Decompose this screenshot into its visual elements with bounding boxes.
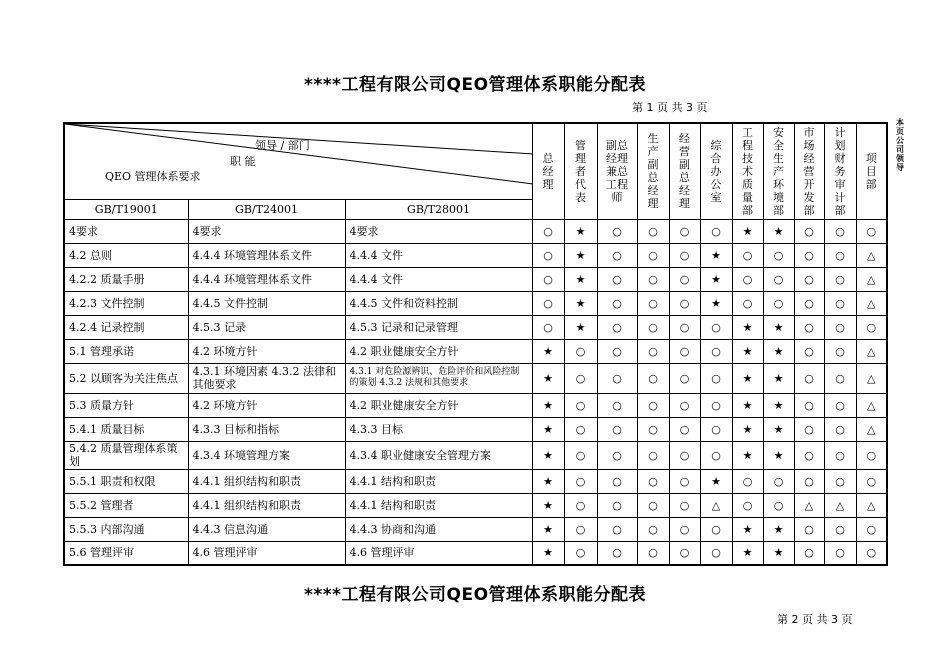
table-row xyxy=(64,243,887,267)
std-gb28001: GB/T28001 xyxy=(345,199,532,219)
table-row xyxy=(64,441,887,469)
page-title-2: ****工程有限公司QEO管理体系职能分配表 xyxy=(303,585,647,605)
responsibility-mark: ○ xyxy=(824,315,856,339)
responsibility-mark: ★ xyxy=(763,339,794,363)
responsibility-mark: ○ xyxy=(824,291,856,315)
responsibility-mark: ○ xyxy=(669,243,700,267)
table-row xyxy=(64,219,887,243)
responsibility-mark: ○ xyxy=(824,541,856,565)
responsibility-mark: ○ xyxy=(824,441,856,469)
page-number-2: 第 2 页 共 3 页 xyxy=(777,613,853,626)
responsibility-mark: ★ xyxy=(700,469,732,493)
responsibility-mark: ★ xyxy=(763,417,794,441)
responsibility-mark: ★ xyxy=(763,517,794,541)
responsibility-mark: ★ xyxy=(532,517,564,541)
responsibility-mark: ★ xyxy=(763,393,794,417)
responsibility-mark: ○ xyxy=(669,493,700,517)
responsibility-mark: ★ xyxy=(532,493,564,517)
responsibility-mark: ○ xyxy=(637,315,669,339)
clause-c2: 4.4.3 信息沟通 xyxy=(188,517,345,541)
col-header-5: 综合办公室 xyxy=(700,123,732,219)
page-number: 第 1 页 共 3 页 xyxy=(632,101,708,114)
function-label: 职 能 xyxy=(230,155,256,168)
clause-c1: 5.2 以顾客为关注焦点 xyxy=(64,363,188,393)
clause-c2: 4.4.5 文件控制 xyxy=(188,291,345,315)
responsibility-mark: ○ xyxy=(532,243,564,267)
col-header-6: 工程技术质量部 xyxy=(732,123,763,219)
responsibility-mark: ○ xyxy=(637,339,669,363)
responsibility-mark: △ xyxy=(794,493,824,517)
responsibility-mark: ○ xyxy=(669,219,700,243)
responsibility-mark: ○ xyxy=(669,363,700,393)
clause-c2: 4.6 管理评审 xyxy=(188,541,345,565)
responsibility-mark: ○ xyxy=(856,517,887,541)
responsibility-mark: ○ xyxy=(637,517,669,541)
responsibility-mark: ○ xyxy=(564,393,597,417)
clause-c1: 5.5.3 内部沟通 xyxy=(64,517,188,541)
clause-c1: 5.6 管理评审 xyxy=(64,541,188,565)
responsibility-mark: ○ xyxy=(856,469,887,493)
responsibility-mark: ○ xyxy=(637,441,669,469)
responsibility-mark: ○ xyxy=(669,315,700,339)
col-header-1: 管理者代表 xyxy=(564,123,597,219)
table-row xyxy=(64,291,887,315)
clause-c1: 5.4.1 质量目标 xyxy=(64,417,188,441)
responsibility-mark: ○ xyxy=(856,219,887,243)
clause-c2: 4.4.4 环境管理体系文件 xyxy=(188,267,345,291)
responsibility-mark: △ xyxy=(856,267,887,291)
responsibility-mark: ○ xyxy=(637,291,669,315)
responsibility-mark: ★ xyxy=(564,291,597,315)
table-row xyxy=(64,517,887,541)
responsibility-mark: ○ xyxy=(669,517,700,541)
responsibility-mark: ★ xyxy=(732,339,763,363)
table-row xyxy=(64,417,887,441)
clause-c2: 4.4.4 环境管理体系文件 xyxy=(188,243,345,267)
std-gb19001: GB/T19001 xyxy=(64,199,188,219)
clause-c2: 4要求 xyxy=(188,219,345,243)
function-allocation-table xyxy=(63,122,888,566)
responsibility-mark: ○ xyxy=(763,267,794,291)
clause-c3: 4.5.3 记录和记录管理 xyxy=(345,315,532,339)
responsibility-mark: ○ xyxy=(824,219,856,243)
clause-c3: 4.4.5 文件和资料控制 xyxy=(345,291,532,315)
responsibility-mark: ○ xyxy=(564,417,597,441)
responsibility-mark: △ xyxy=(856,363,887,393)
responsibility-mark: ★ xyxy=(564,315,597,339)
responsibility-mark: △ xyxy=(856,417,887,441)
responsibility-mark: ○ xyxy=(669,541,700,565)
responsibility-mark: ○ xyxy=(637,219,669,243)
responsibility-mark: ★ xyxy=(732,517,763,541)
responsibility-mark: △ xyxy=(856,493,887,517)
table-row xyxy=(64,267,887,291)
clause-c1: 5.5.2 管理者 xyxy=(64,493,188,517)
col-header-0: 总经理 xyxy=(532,123,564,219)
responsibility-mark: ○ xyxy=(564,363,597,393)
responsibility-mark: ○ xyxy=(669,339,700,363)
responsibility-mark: ○ xyxy=(637,417,669,441)
responsibility-mark: ★ xyxy=(532,469,564,493)
responsibility-mark: ★ xyxy=(732,441,763,469)
clause-c1: 4.2.3 文件控制 xyxy=(64,291,188,315)
clause-c3: 4.4.1 结构和职责 xyxy=(345,493,532,517)
clause-c3: 4.2 职业健康安全方针 xyxy=(345,339,532,363)
responsibility-mark: ○ xyxy=(597,219,637,243)
clause-c1: 4要求 xyxy=(64,219,188,243)
responsibility-mark: ○ xyxy=(732,493,763,517)
header-row xyxy=(64,123,887,199)
responsibility-mark: ○ xyxy=(794,267,824,291)
col-header-4: 经营副总经理 xyxy=(669,123,700,219)
responsibility-mark: ★ xyxy=(763,363,794,393)
responsibility-mark: ○ xyxy=(794,469,824,493)
responsibility-mark: ○ xyxy=(794,315,824,339)
table-row xyxy=(64,339,887,363)
table-row xyxy=(64,469,887,493)
responsibility-mark: ○ xyxy=(597,291,637,315)
responsibility-mark: ○ xyxy=(637,541,669,565)
responsibility-mark: △ xyxy=(856,243,887,267)
std-gb24001: GB/T24001 xyxy=(188,199,345,219)
responsibility-mark: ○ xyxy=(669,393,700,417)
clause-c2: 4.2 环境方针 xyxy=(188,393,345,417)
qeo-requirement-label: QEO 管理体系要求 xyxy=(105,170,201,183)
responsibility-mark: ○ xyxy=(794,363,824,393)
clause-c2: 4.4.1 组织结构和职责 xyxy=(188,469,345,493)
responsibility-mark: ○ xyxy=(794,441,824,469)
clause-c1: 5.1 管理承诺 xyxy=(64,339,188,363)
responsibility-mark: ★ xyxy=(564,219,597,243)
responsibility-mark: ○ xyxy=(794,339,824,363)
responsibility-mark: ○ xyxy=(597,243,637,267)
responsibility-mark: △ xyxy=(700,493,732,517)
responsibility-mark: ○ xyxy=(597,315,637,339)
responsibility-mark: ○ xyxy=(564,339,597,363)
clause-c3: 4.4.4 文件 xyxy=(345,267,532,291)
clause-c3: 4.4.4 文件 xyxy=(345,243,532,267)
responsibility-mark: ○ xyxy=(824,517,856,541)
responsibility-mark: ○ xyxy=(564,469,597,493)
clause-c3: 4.6 管理评审 xyxy=(345,541,532,565)
responsibility-mark: ○ xyxy=(532,315,564,339)
responsibility-mark: △ xyxy=(856,291,887,315)
responsibility-mark: ○ xyxy=(700,219,732,243)
clause-c2: 4.3.3 目标和指标 xyxy=(188,417,345,441)
clause-c2: 4.2 环境方针 xyxy=(188,339,345,363)
clause-c2: 4.4.1 组织结构和职责 xyxy=(188,493,345,517)
clause-c3: 4.4.3 协商和沟通 xyxy=(345,517,532,541)
responsibility-mark: ★ xyxy=(532,541,564,565)
responsibility-mark: ○ xyxy=(597,517,637,541)
responsibility-mark: ○ xyxy=(597,393,637,417)
responsibility-mark: ○ xyxy=(700,315,732,339)
responsibility-mark: ○ xyxy=(532,267,564,291)
responsibility-mark: ○ xyxy=(794,219,824,243)
clause-c2: 4.5.3 记录 xyxy=(188,315,345,339)
page-title: ****工程有限公司QEO管理体系职能分配表 xyxy=(303,75,647,95)
responsibility-mark: ○ xyxy=(564,517,597,541)
responsibility-mark: ○ xyxy=(732,267,763,291)
responsibility-mark: ★ xyxy=(732,363,763,393)
responsibility-mark: ○ xyxy=(597,541,637,565)
responsibility-mark: ○ xyxy=(564,493,597,517)
responsibility-mark: ○ xyxy=(669,441,700,469)
responsibility-mark: ○ xyxy=(824,267,856,291)
clause-c3: 4.4.1 结构和职责 xyxy=(345,469,532,493)
clause-c3: 4.3.4 职业健康安全管理方案 xyxy=(345,441,532,469)
responsibility-mark: ○ xyxy=(532,219,564,243)
col-header-3: 生产副总经理 xyxy=(637,123,669,219)
responsibility-mark: ○ xyxy=(564,441,597,469)
responsibility-mark: ○ xyxy=(732,469,763,493)
responsibility-mark: ★ xyxy=(532,441,564,469)
clause-c1: 5.4.2 质量管理体系策划 xyxy=(64,441,188,469)
clause-c1: 5.3 质量方针 xyxy=(64,393,188,417)
col-header-9: 计划财务审计部 xyxy=(824,123,856,219)
responsibility-mark: △ xyxy=(856,393,887,417)
responsibility-mark: ○ xyxy=(794,541,824,565)
diagonal-lines xyxy=(65,124,532,199)
responsibility-mark: ○ xyxy=(669,469,700,493)
responsibility-mark: ★ xyxy=(732,417,763,441)
responsibility-mark: ★ xyxy=(763,219,794,243)
clause-c3: 4.3.1 对危险源辨识、危险评价和风险控制的策划 4.3.2 法规和其他要求 xyxy=(345,363,532,393)
responsibility-mark: ★ xyxy=(763,541,794,565)
responsibility-mark: ○ xyxy=(597,469,637,493)
responsibility-mark: ○ xyxy=(637,267,669,291)
responsibility-mark: ○ xyxy=(732,291,763,315)
responsibility-mark: ★ xyxy=(732,541,763,565)
responsibility-mark: ○ xyxy=(637,243,669,267)
col-header-10: 项目部 xyxy=(856,123,887,219)
responsibility-mark: ○ xyxy=(794,393,824,417)
responsibility-mark: ○ xyxy=(700,339,732,363)
responsibility-mark: ○ xyxy=(794,517,824,541)
table-row xyxy=(64,541,887,565)
responsibility-mark: ○ xyxy=(532,291,564,315)
responsibility-mark: ○ xyxy=(856,441,887,469)
responsibility-mark: ★ xyxy=(700,243,732,267)
responsibility-mark: ○ xyxy=(763,243,794,267)
clause-c2: 4.3.4 环境管理方案 xyxy=(188,441,345,469)
clause-c3: 4.3.3 目标 xyxy=(345,417,532,441)
responsibility-mark: ○ xyxy=(669,267,700,291)
responsibility-mark: ○ xyxy=(732,243,763,267)
responsibility-mark: ○ xyxy=(637,469,669,493)
responsibility-mark: ○ xyxy=(700,393,732,417)
table-row xyxy=(64,363,887,393)
clause-c1: 4.2.4 记录控制 xyxy=(64,315,188,339)
responsibility-mark: ○ xyxy=(637,493,669,517)
responsibility-mark: ○ xyxy=(597,339,637,363)
responsibility-mark: ★ xyxy=(700,291,732,315)
responsibility-mark: ★ xyxy=(732,219,763,243)
responsibility-mark: ★ xyxy=(532,363,564,393)
responsibility-mark: ★ xyxy=(732,315,763,339)
table-body xyxy=(64,219,887,565)
responsibility-mark: ○ xyxy=(700,517,732,541)
responsibility-mark: ★ xyxy=(564,267,597,291)
responsibility-mark: ○ xyxy=(637,393,669,417)
responsibility-mark: ○ xyxy=(637,363,669,393)
responsibility-mark: ○ xyxy=(794,417,824,441)
responsibility-mark: ○ xyxy=(763,469,794,493)
responsibility-mark: ○ xyxy=(597,417,637,441)
clause-c3: 4要求 xyxy=(345,219,532,243)
responsibility-mark: ○ xyxy=(824,339,856,363)
col-header-2: 副总经理兼总工程师 xyxy=(597,123,637,219)
responsibility-mark: ○ xyxy=(597,493,637,517)
responsibility-mark: ★ xyxy=(532,393,564,417)
clause-c1: 4.2.2 质量手册 xyxy=(64,267,188,291)
responsibility-mark: ○ xyxy=(700,541,732,565)
responsibility-mark: ○ xyxy=(794,243,824,267)
responsibility-mark: ○ xyxy=(597,363,637,393)
responsibility-mark: ○ xyxy=(669,417,700,441)
responsibility-mark: ○ xyxy=(669,291,700,315)
responsibility-mark: ○ xyxy=(700,363,732,393)
col-header-8: 市场经营开发部 xyxy=(794,123,824,219)
responsibility-mark: ★ xyxy=(732,393,763,417)
responsibility-mark: ○ xyxy=(824,393,856,417)
responsibility-mark: ○ xyxy=(763,493,794,517)
lead-dept-label: 领导 / 部门 xyxy=(255,139,310,152)
clause-c2: 4.3.1 环境因素 4.3.2 法律和其他要求 xyxy=(188,363,345,393)
side-note: 本页公司领导 xyxy=(896,118,904,172)
responsibility-mark: ○ xyxy=(824,243,856,267)
table-row xyxy=(64,315,887,339)
responsibility-mark: ○ xyxy=(824,417,856,441)
table-row xyxy=(64,493,887,517)
responsibility-mark: ○ xyxy=(597,267,637,291)
responsibility-mark: ○ xyxy=(856,541,887,565)
responsibility-mark: ★ xyxy=(532,417,564,441)
responsibility-mark: △ xyxy=(824,493,856,517)
diagonal-header-cell xyxy=(64,123,532,199)
responsibility-mark: ○ xyxy=(856,315,887,339)
responsibility-mark: ○ xyxy=(794,291,824,315)
responsibility-mark: ★ xyxy=(763,315,794,339)
responsibility-mark: ○ xyxy=(564,541,597,565)
responsibility-mark: ★ xyxy=(700,267,732,291)
col-header-7: 安全生产环境部 xyxy=(763,123,794,219)
responsibility-mark: ○ xyxy=(824,469,856,493)
clause-c1: 4.2 总则 xyxy=(64,243,188,267)
responsibility-mark: ○ xyxy=(700,417,732,441)
clause-c3: 4.2 职业健康安全方针 xyxy=(345,393,532,417)
responsibility-mark: ★ xyxy=(564,243,597,267)
responsibility-mark: ★ xyxy=(763,441,794,469)
responsibility-mark: ○ xyxy=(763,291,794,315)
table-row xyxy=(64,393,887,417)
responsibility-mark: ★ xyxy=(532,339,564,363)
responsibility-mark: ○ xyxy=(700,441,732,469)
clause-c1: 5.5.1 职责和权限 xyxy=(64,469,188,493)
responsibility-mark: ○ xyxy=(597,441,637,469)
responsibility-mark: ○ xyxy=(824,363,856,393)
responsibility-mark: △ xyxy=(856,339,887,363)
